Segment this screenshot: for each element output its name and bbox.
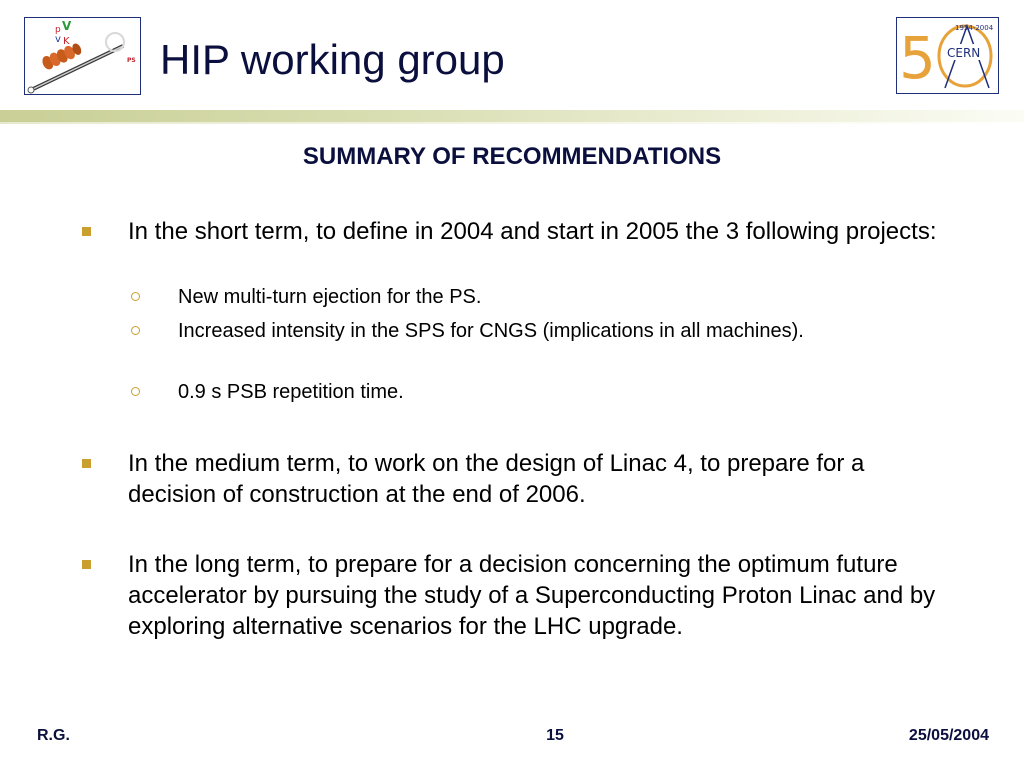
svg-text:K: K (63, 36, 70, 47)
sub-bullet-text: 0.9 s PSB repetition time. (178, 381, 404, 403)
slide-title: HIP working group (160, 36, 505, 83)
square-bullet-icon (82, 227, 91, 236)
footer-page-number: 15 (546, 727, 564, 744)
footer-date: 25/05/2004 (908, 727, 989, 744)
svg-text:CERN: CERN (947, 46, 981, 60)
bullet-item (128, 448, 948, 510)
bullet-item (128, 216, 948, 247)
accelerator-logo-icon (25, 18, 140, 94)
hip-logo (24, 17, 141, 95)
svg-text:5: 5 (899, 24, 936, 92)
square-bullet-icon (82, 560, 91, 569)
sub-bullet-item (178, 284, 878, 311)
sub-bullet-item (178, 379, 878, 406)
svg-text:v: v (55, 34, 61, 45)
cern-50-logo (896, 17, 999, 94)
svg-text:V: V (62, 19, 72, 33)
svg-text:PS: PS (127, 57, 136, 64)
bullet-item (128, 549, 948, 642)
bullet-text: In the medium term, to work on the design of Linac 4, to prepare for a decision of construction at the end of 2006. (128, 450, 865, 508)
header-band (0, 110, 1024, 122)
sub-bullet-text: New multi-turn ejection for the PS. (178, 286, 482, 308)
sub-bullet-text: Increased intensity in the SPS for CNGS (implications in all machines). (178, 320, 804, 342)
cern-anniversary-icon (897, 18, 998, 93)
slide-subtitle: SUMMARY OF RECOMMENDATIONS (302, 143, 722, 170)
circle-bullet-icon (131, 387, 140, 396)
svg-text:p: p (55, 25, 61, 35)
sub-bullet-item (178, 318, 878, 345)
bullet-text: In the long term, to prepare for a decision concerning the optimum future accelerator by pursuing the study of a Superconducting Proton Linac and by exploring alternative scenarios for the LHC upgrade. (128, 551, 936, 640)
bullet-text: In the short term, to define in 2004 and start in 2005 the 3 following projects: (128, 218, 937, 245)
footer-author: R.G. (37, 727, 70, 744)
square-bullet-icon (82, 459, 91, 468)
header-divider (0, 122, 1024, 124)
circle-bullet-icon (131, 326, 140, 335)
svg-text:1954-2004: 1954-2004 (955, 24, 994, 32)
circle-bullet-icon (131, 292, 140, 301)
